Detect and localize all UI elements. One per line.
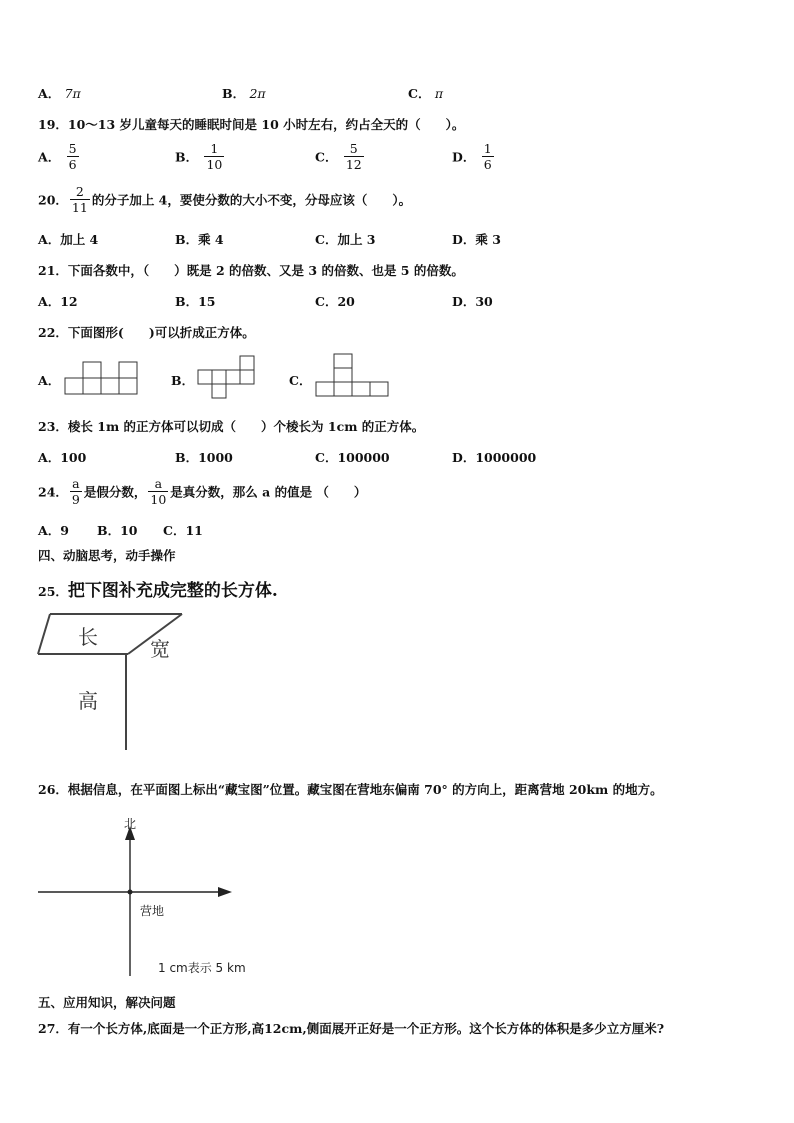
east-arrowhead [218, 887, 232, 897]
q22-net-c [315, 352, 389, 398]
q18-option-c: C． π [408, 86, 444, 101]
q25-label-width: 宽 [150, 637, 170, 661]
q22-net-b [197, 354, 257, 402]
section-5-heading: 五、应用知识，解决问题 [38, 995, 176, 1010]
q20-option-d: D．乘 3 [452, 232, 501, 247]
camp-label: 营地 [140, 904, 165, 918]
camp-point [128, 890, 133, 895]
scale-label: 1 cm表示 5 km [158, 961, 246, 975]
section-4-heading: 四、动脑思考，动手操作 [38, 548, 176, 563]
q22-option-c-label: C． [289, 373, 312, 388]
q19-option-d: D． $\frac{1}{6}$ [452, 141, 492, 172]
q20-option-a: A．加上 4 [38, 232, 99, 247]
q21-option-b: B．15 [175, 294, 216, 309]
q24-option-a: A．9 [38, 523, 69, 538]
q26-compass-figure [34, 812, 274, 982]
q20-stem: 20． $\frac{2}{11}$ 的分子加上 4，要使分数的大小不变，分母应该（ ）。 [38, 184, 412, 215]
q25-stem: 25．把下图补充成完整的长方体. [38, 581, 278, 601]
q19-option-b: B． $\frac{1}{10}$ [175, 141, 223, 172]
q21-option-d: D．30 [452, 294, 493, 309]
q23-stem: 23．棱长 1m 的正方体可以切成（ ）个棱长为 1cm 的正方体。 [38, 419, 425, 434]
q24-option-b: B．10 [97, 523, 138, 538]
q21-option-c: C．20 [315, 294, 355, 309]
q23-option-c: C．100000 [315, 450, 390, 465]
q24-stem: 24． $\frac{a}{9}$ 是假分数， $\frac{a}{10}$ 是真分数，那么 a 的值是 （ ） [38, 476, 367, 507]
q18-option-a: A． 7π [38, 86, 81, 101]
q22-option-a-label: A． [38, 373, 61, 388]
q25-cuboid-figure [34, 610, 234, 756]
q23-option-b: B．1000 [175, 450, 233, 465]
q22-stem: 22．下面图形( )可以折成正方体。 [38, 325, 255, 340]
q19-option-a: A． $\frac{5}{6}$ [38, 141, 77, 172]
q23-option-a: A．100 [38, 450, 87, 465]
q18-option-b: B． 2π [222, 86, 266, 101]
north-label: 北 [124, 817, 137, 831]
q23-option-d: D．1000000 [452, 450, 537, 465]
q27-stem: 27．有一个长方体,底面是一个正方形,高12cm,侧面展开正好是一个正方形。这个长方体的体积是多少立方厘米? [38, 1021, 665, 1036]
q21-option-a: A．12 [38, 294, 78, 309]
q25-label-height: 高 [78, 689, 98, 713]
q26-stem: 26．根据信息，在平面图上标出“藏宝图”位置。藏宝图在营地东偏南 70° 的方向上，距离营地 20km 的地方。 [38, 782, 663, 797]
q22-net-a [64, 360, 138, 396]
q24-option-c: C．11 [163, 523, 203, 538]
q25-label-length: 长 [78, 625, 98, 649]
q22-option-b-label: B． [171, 373, 195, 388]
q19-option-c: C． $\frac{5}{12}$ [315, 141, 362, 172]
q19-stem: 19．10～13 岁儿童每天的睡眠时间是 10 小时左右，约占全天的（ ）。 [38, 117, 465, 132]
q21-stem: 21．下面各数中，（ ）既是 2 的倍数、又是 3 的倍数、也是 5 的倍数。 [38, 263, 464, 278]
q20-option-b: B．乘 4 [175, 232, 224, 247]
q20-option-c: C．加上 3 [315, 232, 376, 247]
